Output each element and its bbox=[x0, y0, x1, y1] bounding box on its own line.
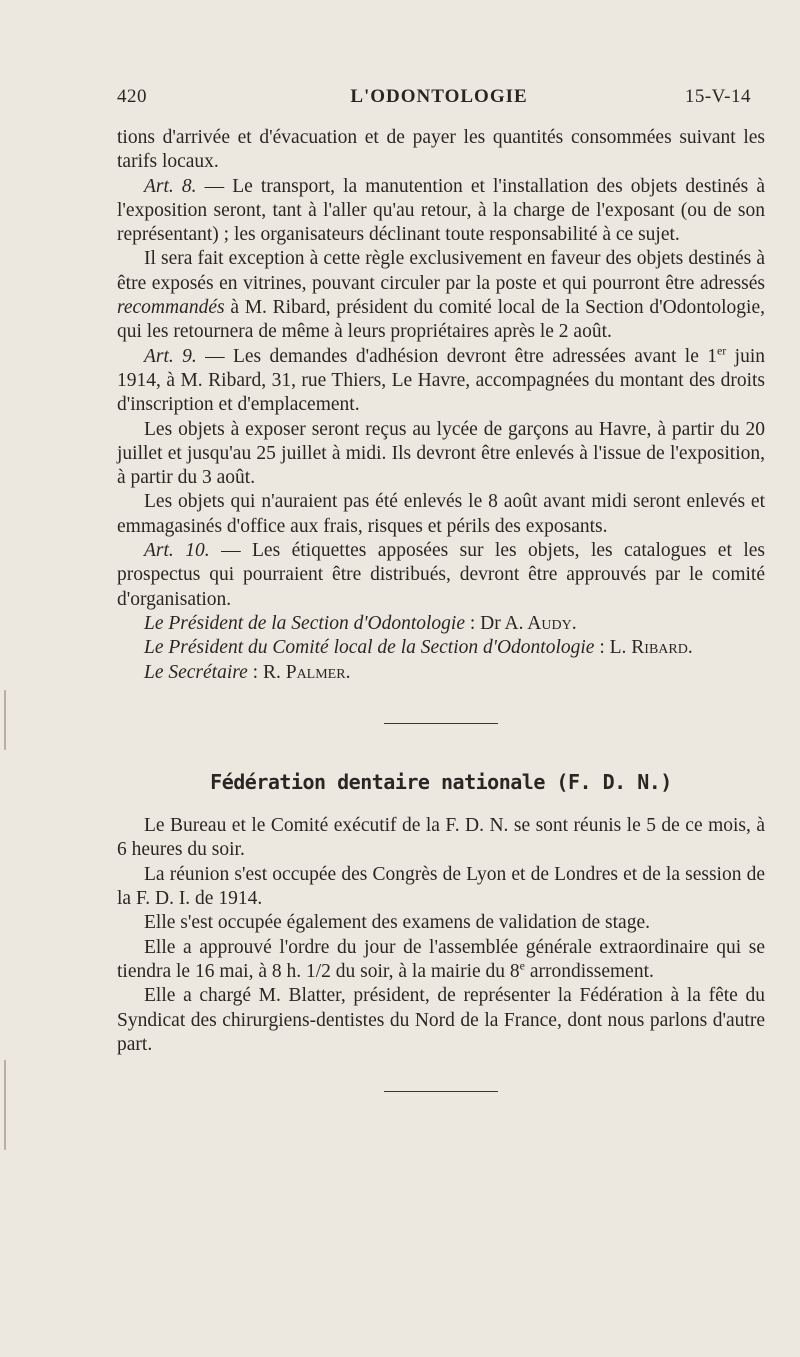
paragraph: Elle s'est occupée également des examens de validation de stage. bbox=[144, 912, 650, 934]
body-text bbox=[117, 126, 765, 1092]
journal-title: L'ODONTOLOGIE bbox=[350, 86, 528, 107]
article-label: Art. 9. bbox=[144, 345, 197, 367]
section-divider bbox=[384, 723, 498, 724]
page-number: 420 bbox=[117, 86, 147, 107]
paragraph-art-9: Art. 9. — Les demandes d'adhésion devront être adressées avant le 1er juin 1914, à M. Ribard, 31, rue Thiers, Le Havre, accompagnées du montant des droits d'inscription et d'emplacement. bbox=[117, 343, 765, 416]
paragraph: tions d'arrivée et d'évacuation et de payer les quantités consommées suivant les tarifs locaux. bbox=[117, 127, 765, 173]
signature-president-comite: Le Président du Comité local de la Section d'Odontologie : L. Ribard. bbox=[144, 637, 693, 659]
paragraph: Les objets qui n'auraient pas été enlevés le 8 août avant midi seront enlevés et emmagasinés d'office aux frais, risques et périls des exposants. bbox=[117, 491, 765, 537]
signature-president-section: Le Président de la Section d'Odontologie : Dr A. Audy. bbox=[144, 612, 577, 634]
running-header bbox=[117, 86, 761, 114]
paragraph-art-8: Art. 8. — Le transport, la manutention et l'installation des objets destinés à l'exposition seront, tant à l'aller qu'au retour, à la charge de l'exposant (ou de son représentant) ; les organisateurs déclinant toute responsabilité à ce sujet. bbox=[117, 175, 765, 246]
end-divider bbox=[384, 1091, 498, 1092]
paragraph: Elle a approuvé l'ordre du jour de l'assemblée générale extraordinaire qui se tiendra le 16 mai, à 8 h. 1/2 du soir, à la mairie du 8e arrondissement. bbox=[117, 936, 765, 982]
article-label: Art. 8. bbox=[144, 175, 197, 197]
page-edge-mark bbox=[4, 690, 6, 750]
paragraph: Les objets à exposer seront reçus au lycée de garçons au Havre, à partir du 20 juillet et jusqu'au 25 juillet à midi. Ils devront être enlevés à l'issue de l'exposition, à partir du 3 août. bbox=[117, 418, 765, 489]
article-label: Art. 10. bbox=[144, 540, 210, 562]
page-edge-mark bbox=[4, 1060, 6, 1150]
paragraph: La réunion s'est occupée des Congrès de Lyon et de Londres et de la session de la F. D. I. de 1914. bbox=[117, 863, 765, 910]
signature-secretaire: Le Secrétaire : R. Palmer. bbox=[144, 661, 351, 683]
paragraph-art-10: Art. 10. — Les étiquettes apposées sur les objets, les catalogues et les prospectus qui pourraient être distribués, devront être approuvés par le comité d'organisation. bbox=[117, 540, 765, 610]
paragraph: Il sera fait exception à cette règle exclusivement en faveur des objets destinés à être exposés en vitrines, pouvant circuler par la poste et qui pourront être adressés recommandés à M. Ribard, président du comité local de la Section d'Odontologie, qui les retournera de même à leurs propriétaires après le 2 août. bbox=[117, 248, 765, 343]
issue-date: 15-V-14 bbox=[684, 86, 751, 107]
paragraph: Le Bureau et le Comité exécutif de la F. D. N. se sont réunis le 5 de ce mois, à 6 heures du soir. bbox=[117, 815, 765, 861]
section-title: Fédération dentaire nationale (F. D. N.) bbox=[210, 769, 672, 794]
paragraph: Elle a chargé M. Blatter, président, de représenter la Fédération à la fête du Syndicat des chirurgiens-dentistes du Nord de la France, dont nous parlons d'autre part. bbox=[117, 985, 765, 1055]
